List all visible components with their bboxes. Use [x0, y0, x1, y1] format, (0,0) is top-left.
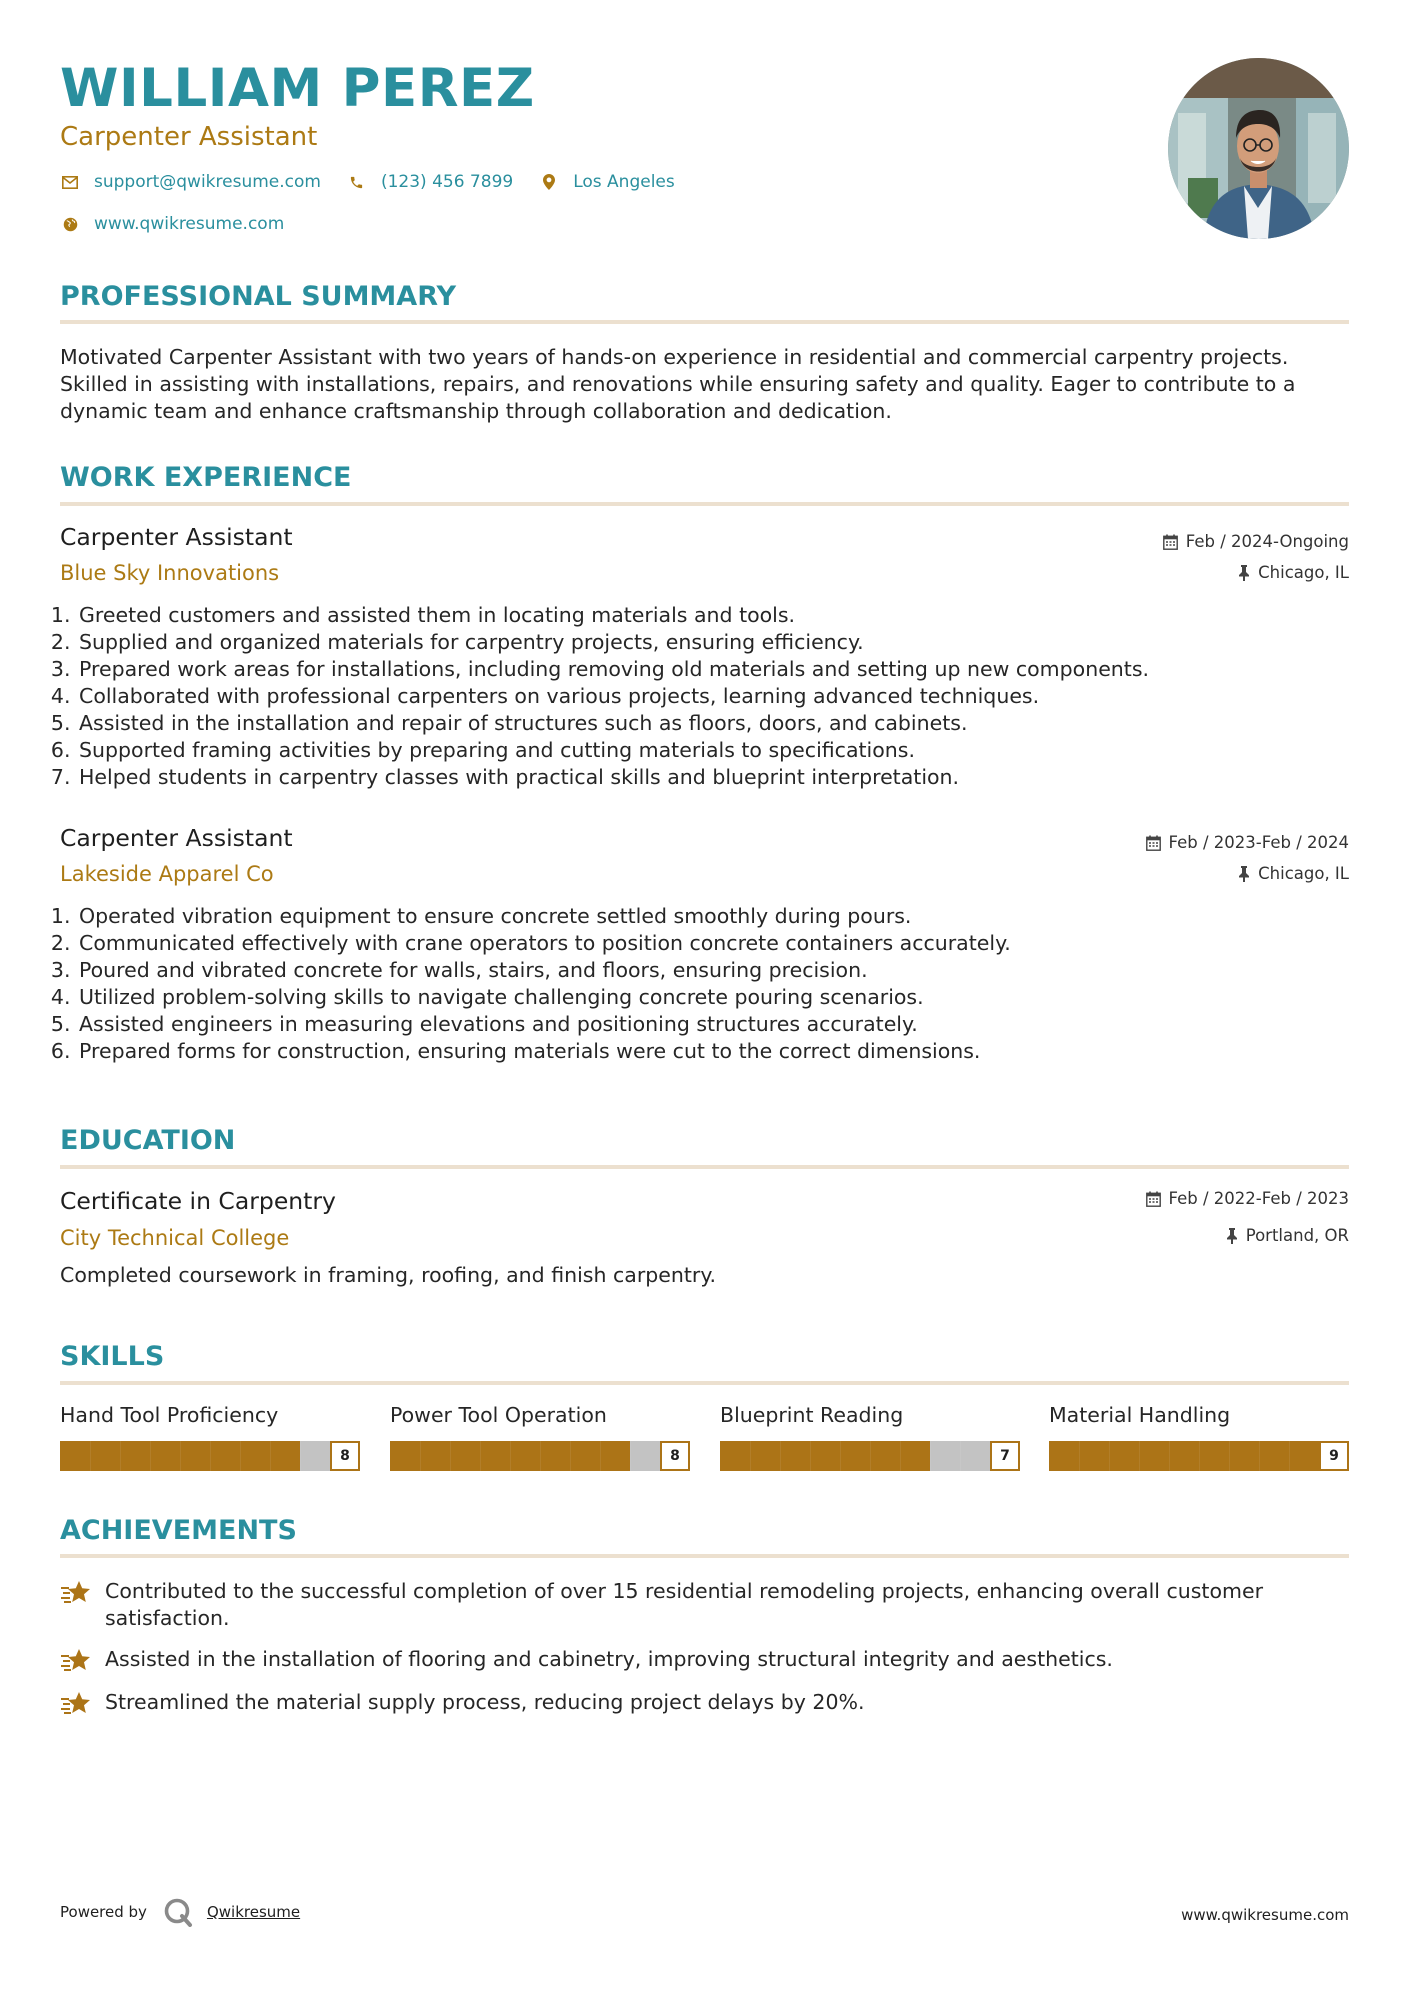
skill-level: 9 — [1319, 1441, 1349, 1471]
candidate-name: WILLIAM PEREZ — [60, 58, 535, 119]
skills-heading: SKILLS — [60, 1341, 165, 1372]
skill-segment — [540, 1441, 570, 1471]
star-award-icon — [60, 1578, 94, 1632]
skill-name: Material Handling — [1049, 1403, 1231, 1427]
list-item: 4. Utilized problem-solving skills to navigate challenging concrete pouring scenarios. — [77, 984, 1357, 1011]
phone-icon — [347, 172, 367, 192]
skill-segment — [630, 1441, 660, 1471]
list-item: 6. Supported framing activities by preparing and cutting materials to specifications. — [77, 737, 1357, 764]
list-item: 5. Assisted in the installation and repair of structures such as floors, doors, and cabinets. — [77, 710, 1357, 737]
skill-segment — [870, 1441, 900, 1471]
skill-segment — [90, 1441, 120, 1471]
skill-level: 7 — [990, 1441, 1020, 1471]
skill-segment — [1049, 1441, 1079, 1471]
job-1-dates — [1163, 532, 1349, 551]
job-2-location — [1238, 864, 1349, 883]
skill-segment — [1199, 1441, 1229, 1471]
skill-segment — [840, 1441, 870, 1471]
achievement-text: Assisted in the installation of flooring and cabinetry, improving structural integrity and aesthetics. — [105, 1647, 1113, 1671]
job-1-location — [1238, 563, 1349, 582]
achievements-divider — [60, 1554, 1349, 1558]
skills-divider — [60, 1381, 1349, 1385]
skill-segment — [900, 1441, 930, 1471]
skill-0 — [60, 1403, 360, 1471]
skill-segment — [60, 1441, 90, 1471]
list-item: 3. Poured and vibrated concrete for walls, stairs, and floors, ensuring precision. — [77, 957, 1357, 984]
skill-segment — [420, 1441, 450, 1471]
skill-segment — [450, 1441, 480, 1471]
profile-photo — [1168, 58, 1349, 239]
summary-divider — [60, 320, 1349, 324]
star-award-icon — [60, 1689, 94, 1721]
star-award-icon — [60, 1646, 94, 1678]
job-2-dates — [1146, 833, 1349, 852]
skill-2 — [720, 1403, 1020, 1471]
skill-segment — [930, 1441, 960, 1471]
skill-segment — [180, 1441, 210, 1471]
list-item: 6. Prepared forms for construction, ensuring materials were cut to the correct dimensions. — [77, 1038, 1357, 1065]
skill-segment — [150, 1441, 180, 1471]
skill-segment — [1169, 1441, 1199, 1471]
skill-segment — [1109, 1441, 1139, 1471]
job-1-title: Carpenter Assistant — [60, 523, 293, 551]
skill-segment — [1079, 1441, 1109, 1471]
calendar-icon — [1146, 835, 1161, 851]
skill-segment — [300, 1441, 330, 1471]
skill-segment — [780, 1441, 810, 1471]
education-location-text: Portland, OR — [1245, 1226, 1349, 1245]
contact-location — [539, 172, 675, 192]
achievement-item — [60, 1689, 1349, 1721]
skill-name: Hand Tool Proficiency — [60, 1403, 279, 1427]
contact-website[interactable] — [60, 214, 284, 234]
skill-segment — [210, 1441, 240, 1471]
skill-segments — [60, 1441, 360, 1471]
list-item: 2. Communicated effectively with crane operators to position concrete containers accurately. — [77, 930, 1357, 957]
job-2-location-text: Chicago, IL — [1258, 864, 1349, 883]
achievement-text: Contributed to the successful completion of over 15 residential remodeling projects, enhancing overall customer satisfaction. — [105, 1579, 1264, 1630]
skill-segment — [240, 1441, 270, 1471]
footer-website[interactable]: www.qwikresume.com — [1181, 1906, 1349, 1924]
education-description: Completed coursework in framing, roofing, and finish carpentry. — [60, 1263, 717, 1287]
achievement-item — [60, 1646, 1349, 1678]
list-item: 3. Prepared work areas for installations, including removing old materials and setting up new components. — [77, 656, 1357, 683]
achievement-text: Streamlined the material supply process, reducing project delays by 20%. — [105, 1690, 865, 1714]
skill-segment — [720, 1441, 750, 1471]
email-text: support@qwikresume.com — [94, 172, 321, 192]
qwikresume-link[interactable]: Qwikresume — [206, 1903, 301, 1921]
job-1-bullets — [52, 602, 1357, 791]
skill-segment — [1139, 1441, 1169, 1471]
skill-name: Power Tool Operation — [390, 1403, 607, 1427]
skill-segments — [390, 1441, 690, 1471]
skill-level: 8 — [660, 1441, 690, 1471]
skill-segments — [720, 1441, 1020, 1471]
list-item: 1. Greeted customers and assisted them in locating materials and tools. — [77, 602, 1357, 629]
calendar-icon — [1163, 534, 1178, 550]
skill-bar — [1049, 1441, 1349, 1471]
education-degree: Certificate in Carpentry — [60, 1187, 336, 1215]
skill-segments — [1049, 1441, 1349, 1471]
skill-bar — [720, 1441, 1020, 1471]
pin-icon — [1238, 565, 1250, 581]
skill-segment — [600, 1441, 630, 1471]
calendar-icon — [1146, 1191, 1161, 1207]
skill-1 — [390, 1403, 690, 1471]
skill-bar — [60, 1441, 360, 1471]
job-2-dates-text: Feb / 2023-Feb / 2024 — [1168, 833, 1349, 852]
list-item: 4. Collaborated with professional carpenters on various projects, learning advanced techniques. — [77, 683, 1357, 710]
skill-segment — [270, 1441, 300, 1471]
location-text: Los Angeles — [573, 172, 675, 192]
summary-text: Motivated Carpenter Assistant with two years of hands-on experience in residential and commercial carpentry projects. Skilled in assisting with installations, repairs, and renovations while ensuring safety and quality. Eager to contribute to a dynamic team and enhance craftsmanship through collaboration and dedication. — [60, 345, 1296, 423]
contact-email[interactable] — [60, 172, 321, 192]
skill-bar — [390, 1441, 690, 1471]
skill-segment — [510, 1441, 540, 1471]
resume-page — [60, 0, 1349, 1990]
job-1-location-text: Chicago, IL — [1258, 563, 1349, 582]
list-item: 7. Helped students in carpentry classes with practical skills and blueprint interpretation. — [77, 764, 1357, 791]
contact-row-1 — [60, 172, 701, 192]
website-text: www.qwikresume.com — [94, 214, 285, 234]
envelope-icon — [60, 172, 80, 192]
contact-phone[interactable] — [347, 172, 513, 192]
pin-icon — [1226, 1228, 1238, 1244]
achievements-heading: ACHIEVEMENTS — [60, 1515, 297, 1546]
summary-heading: PROFESSIONAL SUMMARY — [60, 281, 457, 312]
contact-row-2 — [60, 214, 310, 234]
skill-level: 8 — [330, 1441, 360, 1471]
education-dates-text: Feb / 2022-Feb / 2023 — [1168, 1189, 1349, 1208]
experience-divider — [60, 502, 1349, 506]
job-1-company: Blue Sky Innovations — [60, 561, 280, 585]
job-1-dates-text: Feb / 2024-Ongoing — [1185, 532, 1349, 551]
achievement-item — [60, 1578, 1349, 1632]
skill-segment — [570, 1441, 600, 1471]
list-item: 5. Assisted engineers in measuring elevations and positioning structures accurately. — [77, 1011, 1357, 1038]
education-divider — [60, 1165, 1349, 1169]
qwikresume-logo-icon — [163, 1897, 193, 1927]
map-pin-icon — [539, 172, 559, 192]
education-dates — [1146, 1189, 1349, 1208]
candidate-role: Carpenter Assistant — [60, 122, 318, 152]
skill-segment — [390, 1441, 420, 1471]
globe-icon — [60, 214, 80, 234]
skill-segment — [1289, 1441, 1319, 1471]
skill-segment — [750, 1441, 780, 1471]
list-item: 1. Operated vibration equipment to ensure concrete settled smoothly during pours. — [77, 903, 1357, 930]
education-location — [1226, 1226, 1349, 1245]
skill-segment — [1229, 1441, 1259, 1471]
job-2-bullets — [52, 903, 1357, 1065]
skill-segment — [960, 1441, 990, 1471]
pin-icon — [1238, 866, 1250, 882]
skill-segment — [480, 1441, 510, 1471]
skill-segment — [120, 1441, 150, 1471]
skill-name: Blueprint Reading — [720, 1403, 904, 1427]
skill-segment — [810, 1441, 840, 1471]
job-2-title: Carpenter Assistant — [60, 824, 293, 852]
skill-3 — [1049, 1403, 1349, 1471]
list-item: 2. Supplied and organized materials for carpentry projects, ensuring efficiency. — [77, 629, 1357, 656]
powered-by-text: Powered by — [60, 1903, 147, 1921]
education-heading: EDUCATION — [60, 1125, 236, 1156]
education-school: City Technical College — [60, 1226, 290, 1250]
job-2-company: Lakeside Apparel Co — [60, 862, 274, 886]
footer-powered — [60, 1897, 300, 1927]
experience-heading: WORK EXPERIENCE — [60, 462, 352, 493]
skill-segment — [1259, 1441, 1289, 1471]
phone-text: (123) 456 7899 — [380, 172, 514, 192]
